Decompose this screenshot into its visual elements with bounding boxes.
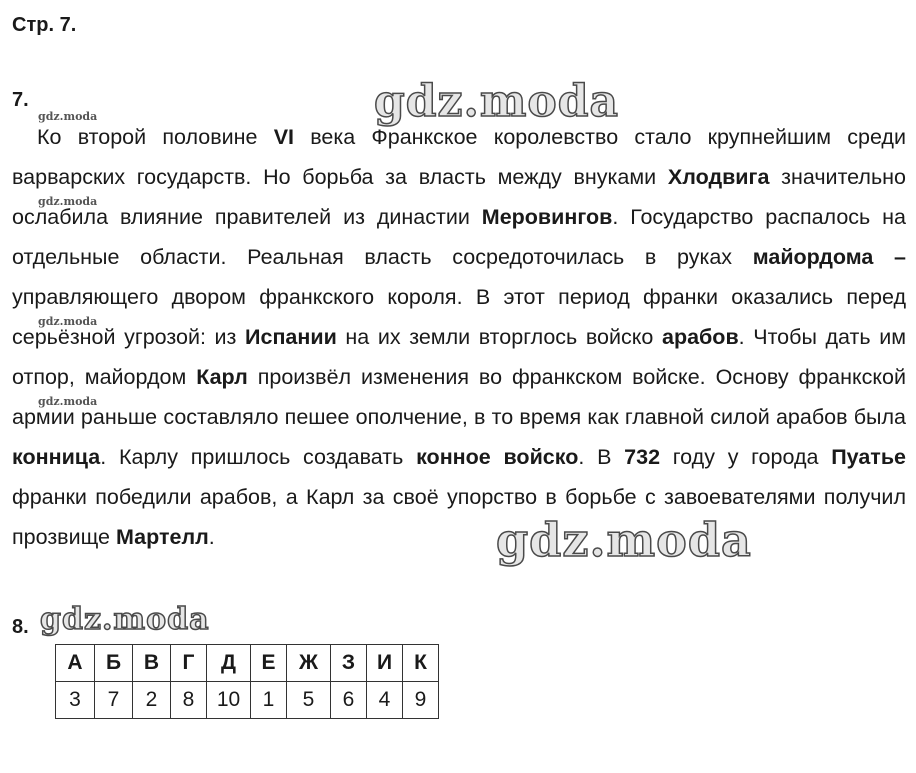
bold-term: 732 [624,445,661,469]
letter-cell: Д [207,645,251,682]
text-segment: . Государство распалось на отдельные области. Реальная власть сосредоточилась в руках [12,205,906,269]
letter-cell: В [133,645,171,682]
letter-cell: З [331,645,367,682]
bold-term: конница [12,445,101,469]
answer-cell: 6 [331,682,367,719]
letter-cell: Г [171,645,207,682]
letter-cell: И [367,645,403,682]
answer-cell: 4 [367,682,403,719]
bold-term: Мартелл [115,525,209,549]
letters-row [56,645,439,682]
text-segment: . В [578,445,625,469]
watermark-large: gdz.moda [496,513,752,567]
letter-cell: Ж [287,645,331,682]
answer-cell: 9 [403,682,439,719]
answer-cell: 8 [171,682,207,719]
letter-cell: А [56,645,95,682]
answer-cell: 7 [95,682,133,719]
watermark-small: gdz.moda [38,315,98,328]
text-segment: . [208,525,215,549]
bold-term: Испании [245,325,337,349]
text-segment: франки победили арабов, а Карл за своё упорство в борьбе с завоевателями получил прозвище [12,485,906,549]
bold-term: арабов [661,325,739,349]
answer-cell: 2 [133,682,171,719]
text-segment: управляющего двором франкского короля. В этот период франки оказались перед серьёзной угрозой: из [12,285,906,349]
text-segment: на их земли вторглось войско [336,325,662,349]
text-segment: века Франкское королевство стало крупнейшим среди варварских государств. Но борьба за власть между внуками [12,125,906,189]
text-segment: произвёл изменения во франкском войске. Основу франкской армии раньше составляло пешее ополчение, в то время как главной силой арабов была [12,365,906,429]
task-7-answer-text [12,117,906,557]
task-7-number: 7. [12,89,29,111]
bold-term: VI [273,125,295,149]
bold-term: Пуатье [831,445,906,469]
answer-table [55,644,439,719]
text-segment: Ко второй половине [37,125,274,149]
bold-term: Карл [196,365,248,389]
answers-row [56,682,439,719]
bold-term: Меровингов [481,205,613,229]
page-label: Стр. 7. [12,14,77,36]
text-segment: значительно ослабила влияние правителей из династии [12,165,906,229]
answer-cell: 1 [251,682,287,719]
answer-cell: 5 [287,682,331,719]
watermark-small: gdz.moda [38,195,98,208]
task-8-number: 8. [12,616,29,638]
letter-cell: К [403,645,439,682]
watermark-medium: gdz.moda [40,602,210,637]
letter-cell: Е [251,645,287,682]
watermark-large: gdz.moda [374,76,620,127]
answer-cell: 10 [207,682,251,719]
answer-cell: 3 [56,682,95,719]
watermark-small: gdz.moda [38,110,98,123]
text-segment: . Чтобы дать им отпор, майордом [12,325,906,389]
text-segment: . Карлу пришлось создавать [100,445,417,469]
bold-term: Хлодвига [667,165,770,189]
letter-cell: Б [95,645,133,682]
watermark-small: gdz.moda [38,395,98,408]
text-segment: году у города [660,445,832,469]
bold-term: конное войско [416,445,579,469]
bold-term: майордома – [752,245,906,269]
